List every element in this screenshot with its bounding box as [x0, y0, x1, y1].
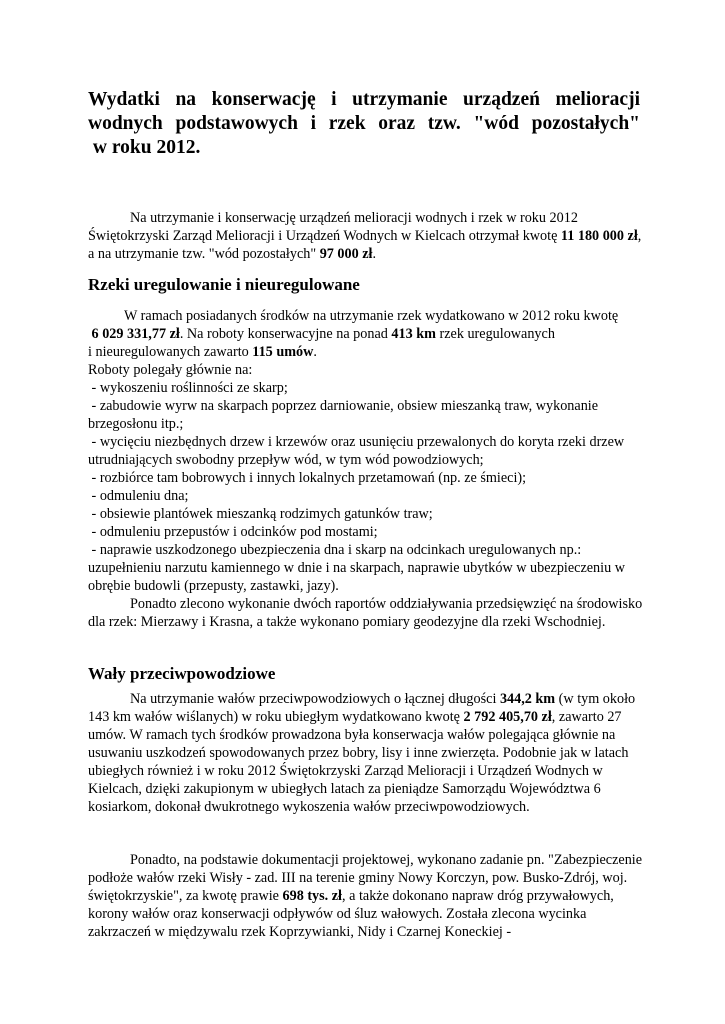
- rivers-text-4: i nieuregulowanych zawarto: [88, 344, 253, 360]
- rivers-paragraph-2-block: [88, 595, 648, 631]
- rivers-text-2: . Na roboty konserwacyjne na ponad: [179, 326, 392, 342]
- levees-text-4: Ponadto, na podstawie dokumentacji projektowej, wykonano zadanie pn. "Zabezpieczenie podłoże wałów rzeki Wisły - zad. III na terenie gminy Nowy Korczyn, pow. Busko-Zdrój, woj. świętokrzyskie", za kwotę prawie: [88, 852, 643, 904]
- section-heading-levees: Wały przeciwpowodziowe: [88, 664, 276, 683]
- levees-text-1: Na utrzymanie wałów przeciwpowodziowych o łącznej długości: [130, 691, 500, 707]
- rivers-list-item: - odmuleniu przepustów i odcinków pod mostami;: [88, 524, 378, 540]
- intro-text-3: .: [372, 246, 377, 262]
- title-line-2: wodnych podstawowych i rzek oraz tzw. "wód pozostałych": [88, 113, 640, 134]
- rivers-line-3: [88, 343, 317, 361]
- rivers-list-item: - zabudowie wyrw na skarpach poprzez darniowanie, obsiew mieszanką traw, wykonanie brzegosłonu itp.;: [88, 398, 602, 432]
- rivers-list-item: - wykoszeniu roślinności ze skarp;: [88, 380, 288, 396]
- rivers-length: 413 km: [391, 326, 436, 342]
- intro-amount-other-waters: 97 000 zł: [319, 246, 373, 262]
- document-title: [88, 88, 640, 160]
- levees-paragraph-2-block: [88, 851, 648, 941]
- rivers-list-item: - odmuleniu dna;: [88, 488, 189, 504]
- levees-text-2: (w tym około 143 km wałów wiślanych) w roku ubiegłym wydatkowano kwotę: [88, 691, 636, 725]
- rivers-section-body: [88, 307, 648, 595]
- rivers-paragraph-2: Ponadto zlecono wykonanie dwóch raportów oddziaływania przedsięwzięć na środowisko dla rzek: Mierzawy i Krasna, a także wykonano pomiary geodezyjne dla rzeki Wschodniej.: [88, 596, 643, 630]
- intro-text-1: Na utrzymanie i konserwację urządzeń melioracji wodnych i rzek w roku 2012 Świętokrzyski Zarząd Melioracji i Urządzeń Wodnych w Kielcach otrzymał kwotę: [88, 210, 578, 244]
- intro-amount-total: 11 180 000 zł: [560, 228, 638, 244]
- rivers-list-item: - obsiewie plantówek mieszanką rodzimych gatunków traw;: [88, 506, 433, 522]
- title-line-1: Wydatki na konserwację i utrzymanie urządzeń melioracji: [88, 89, 640, 110]
- intro-paragraph: [88, 209, 648, 263]
- rivers-list-item: - rozbiórce tam bobrowych i innych lokalnych przetamowań (np. ze śmieci);: [88, 470, 527, 486]
- rivers-amount: 6 029 331,77 zł: [88, 326, 180, 342]
- rivers-text-5: .: [313, 344, 317, 360]
- levees-text-5: , a także dokonano napraw dróg przywałowych, korony wałów oraz konserwacji odpływów od śluz wałowych. Została zlecona wycinka zakrzaczeń w międzywalu rzek Koprzywianki, Nidy i Czarnej Koneckiej -: [88, 888, 614, 940]
- levees-paragraph-1: [88, 690, 648, 816]
- rivers-list-item: - wycięciu niezbędnych drzew i krzewów oraz usunięciu przewalonych do koryta rzeki drzew utrudniających swobodny przepływ wód, w tym wód powodziowych;: [88, 434, 628, 468]
- intro-text-2: , a na utrzymanie tzw. "wód pozostałych": [88, 228, 642, 262]
- section-heading-rivers: Rzeki uregulowanie i nieuregulowane: [88, 275, 360, 294]
- levees-amount: 2 792 405,70 zł: [463, 709, 552, 725]
- rivers-paragraph-1: [88, 307, 648, 361]
- rivers-list-item: - naprawie uszkodzonego ubezpieczenia dna i skarp na odcinkach uregulowanych np.: uzupełnieniu narzutu kamiennego w dnie i na skarpach, naprawie ubytków w ubezpieczeniu w obrębie budowli (przepusty, zastawki, jazy).: [88, 542, 629, 594]
- levees-paragraph-2: [88, 851, 648, 941]
- levees-paragraph-1-block: [88, 690, 648, 816]
- rivers-contracts: 115 umów: [252, 344, 314, 360]
- levees-text-3: , zawarto 27 umów. W ramach tych środków prowadzona była konserwacja wałów polegająca głównie na usuwaniu uszkodzeń spowodowanych przez bobry, lisy i inne zwierzęta. Podobnie jak w latach ubiegłych również i w roku 2012 Świętokrzyski Zarząd Melioracji i Urządzeń Wodnych w Kielcach, dzięki zakupionym w ubiegłych latach za pieniądze Samorządu Województwa 6 kosiarkom, dokonał dwukrotnego wykoszenia wałów przeciwpowodziowych.: [88, 709, 632, 815]
- rivers-text-1: W ramach posiadanych środków na utrzymanie rzek wydatkowano w 2012 roku kwotę: [124, 308, 619, 324]
- rivers-text-3: rzek uregulowanych: [435, 326, 555, 342]
- levees-length: 344,2 km: [499, 691, 556, 707]
- title-line-3: w roku 2012.: [88, 137, 201, 158]
- rivers-list-intro: Roboty polegały głównie na:: [88, 362, 253, 378]
- levees-task-amount: 698 tys. zł: [282, 888, 343, 904]
